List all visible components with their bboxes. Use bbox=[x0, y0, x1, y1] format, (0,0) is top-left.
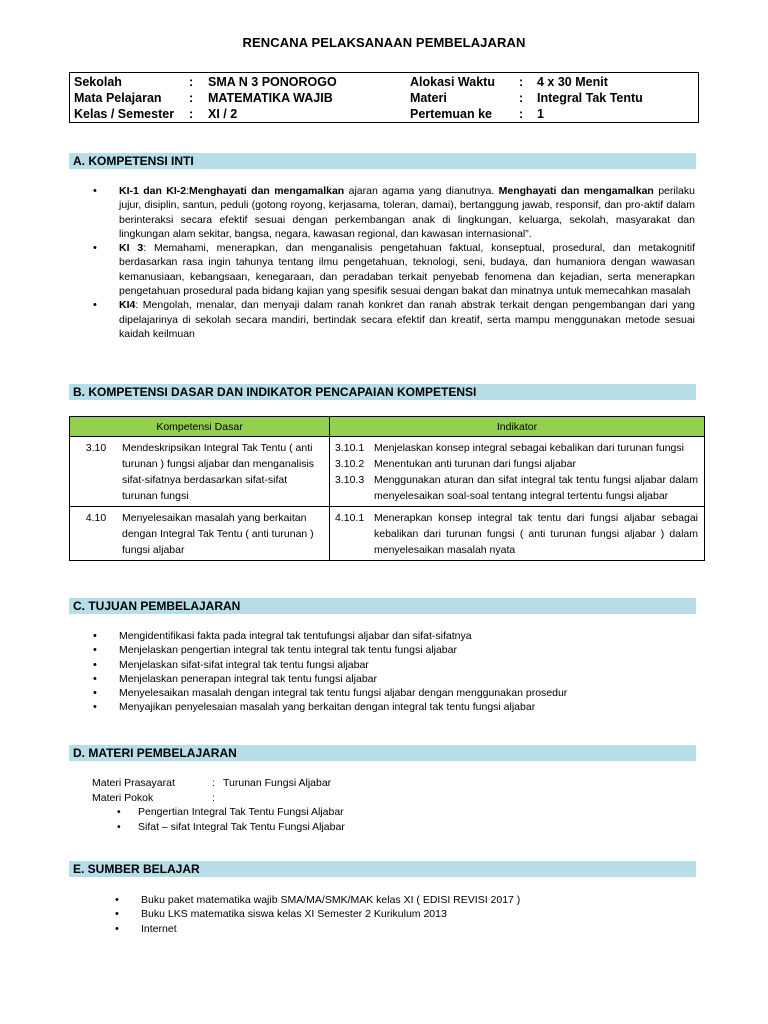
identity-value: MATEMATIKA WAJIB bbox=[208, 91, 333, 105]
identity-separator: : bbox=[519, 75, 524, 89]
section-heading-tujuan: C. TUJUAN PEMBELAJARAN bbox=[69, 598, 696, 614]
ki-text: ajaran agama yang dianutnya. bbox=[344, 185, 499, 197]
materi-prasyarat-row bbox=[92, 776, 695, 791]
section-heading-kompetensi-inti: A. KOMPETENSI INTI bbox=[69, 153, 696, 169]
sumber-belajar-list bbox=[114, 893, 694, 936]
tujuan-list bbox=[92, 629, 695, 715]
identity-label: Materi bbox=[410, 91, 447, 105]
indicator-cell bbox=[330, 507, 705, 561]
identity-label: Pertemuan ke bbox=[410, 107, 492, 121]
kd-number: 4.10 bbox=[85, 512, 107, 524]
materi-prasyarat-value: Turunan Fungsi Aljabar bbox=[223, 777, 332, 789]
identity-label: Mata Pelajaran bbox=[74, 91, 162, 105]
column-header-kompetensi-dasar: Kompetensi Dasar bbox=[70, 417, 330, 437]
materi-separator: : bbox=[212, 777, 215, 789]
list-item: • Mengidentifikasi fakta pada integral tak tentufungsi aljabar dan sifat-sifatnya bbox=[92, 629, 695, 643]
indicator-item bbox=[330, 440, 704, 456]
indicator-text: Menggunakan aturan dan sifat integral tak tentu fungsi aljabar dalam menyelesaikan soal-soal tentang integral tertentu fungsi aljabar bbox=[374, 474, 698, 502]
list-item: • Sifat – sifat Integral Tak Tentu Fungsi Aljabar bbox=[92, 820, 695, 835]
kd-text: Menyelesaikan masalah yang berkaitan dengan Integral Tak Tentu ( anti turunan ) fungsi aljabar bbox=[122, 512, 314, 556]
ki-text: : Mengolah, menalar, dan menyaji dalam ranah konkret dan ranah abstrak terkait dengan pengembangan dari yang dipelajarinya di sekolah secara mandiri, bertindak secara efektif dan kreatif, serta mampu menggunakan metode sesuai kaidah keilmuan bbox=[119, 299, 695, 340]
identity-value: Integral Tak Tentu bbox=[537, 91, 643, 105]
materi-separator: : bbox=[212, 791, 215, 804]
ki-label: KI 3 bbox=[119, 242, 144, 255]
ki-text: perilaku jujur, disiplin, santun, peduli (gotong royong, kerjasama, toleran, damai), bertanggung jawab, responsif, dan pro-aktif dalam berinteraksi secara efektif sesuai dengan perkembangan anak di lingkungan, keluarga, sekolah, masyarakat dan lingkungan alam sekitar, bangsa, negara, kawasan regional, dan kawasan internasional”. bbox=[119, 185, 695, 240]
ki-text: : bbox=[186, 185, 190, 197]
identity-separator: : bbox=[189, 107, 194, 121]
indicator-item bbox=[330, 472, 704, 504]
table-header-row bbox=[70, 417, 705, 437]
list-item: • Menyajikan penyelesaian masalah yang berkaitan dengan integral tak tentu fungsi aljabar bbox=[92, 700, 695, 714]
list-item: • Pengertian Integral Tak Tentu Fungsi Aljabar bbox=[92, 805, 695, 820]
identity-separator: : bbox=[519, 107, 524, 121]
identity-value: XI / 2 bbox=[208, 107, 238, 121]
section-heading-sumber-belajar: E. SUMBER BELAJAR bbox=[69, 861, 696, 877]
column-header-indikator: Indikator bbox=[330, 417, 705, 437]
list-item bbox=[92, 241, 695, 298]
indicator-number: 3.10.2 bbox=[335, 458, 365, 470]
list-item: • Internet bbox=[114, 922, 694, 936]
indicator-number: 4.10.1 bbox=[335, 512, 365, 524]
materi-block bbox=[92, 776, 695, 834]
list-item bbox=[92, 298, 695, 341]
list-item: • Menyelesaikan masalah dengan integral tak tentu fungsi aljabar dengan menggunakan prosedur bbox=[92, 686, 695, 700]
kd-text: Mendeskripsikan Integral Tak Tentu ( anti turunan ) fungsi aljabar dan menganalisis sifat-sifatnya berdasarkan sifat-sifat turunan fungsi bbox=[122, 442, 315, 502]
identity-row bbox=[70, 106, 698, 122]
identity-value: 4 x 30 Menit bbox=[537, 75, 608, 89]
identity-label: Alokasi Waktu bbox=[410, 75, 495, 89]
identity-row bbox=[70, 74, 698, 90]
document-title: RENCANA PELAKSANAAN PEMBELAJARAN bbox=[242, 35, 526, 50]
list-item: • Menjelaskan pengertian integral tak tentu integral tak tentu fungsi aljabar bbox=[92, 643, 695, 657]
indicator-item bbox=[330, 510, 704, 558]
ki-emphasis: Menghayati dan mengamalkan bbox=[498, 185, 654, 197]
materi-pokok-list bbox=[92, 805, 695, 834]
identity-value: 1 bbox=[537, 107, 544, 121]
identity-label: Sekolah bbox=[74, 75, 122, 89]
ki-label: KI4 bbox=[119, 299, 136, 312]
indicator-number: 3.10.3 bbox=[335, 474, 365, 486]
materi-pokok-row bbox=[92, 791, 695, 806]
identity-box bbox=[69, 72, 699, 123]
ki-text: : Memahami, menerapkan, dan menganalisis pengetahuan faktual, konseptual, prosedural, dan metakognitif berdasarkan rasa ingin tahunya tentang ilmu pengetahuan, teknologi, seni, budaya, dan humaniora dengan wawasan kemanusiaan, kebangsaan, kenegaraan, dan peradaban terkait penyebab fenomena dan kejadian, serta menerapkan pengetahuan prosedural pada bidang kajian yang spesifik sesuai dengan bakat dan minatnya untuk memecahkan masalah bbox=[119, 242, 695, 298]
kompetensi-inti-list bbox=[92, 184, 695, 341]
indicator-text: Menerapkan konsep integral tak tentu dari fungsi aljabar sebagai kebalikan dari turunan fungsi ( anti turunan fungsi aljabar ) dalam menyelesaikan masalah nyata bbox=[374, 512, 698, 556]
list-item: • Buku paket matematika wajib SMA/MA/SMK/MAK kelas XI ( EDISI REVISI 2017 ) bbox=[114, 893, 694, 907]
list-item bbox=[92, 184, 695, 241]
identity-label: Kelas / Semester bbox=[74, 107, 175, 121]
ki-emphasis: Menghayati dan mengamalkan bbox=[189, 185, 345, 197]
identity-separator: : bbox=[189, 91, 194, 105]
indicator-item bbox=[330, 456, 704, 472]
section-heading-kompetensi-dasar: B. KOMPETENSI DASAR DAN INDIKATOR PENCAPAIAN KOMPETENSI bbox=[69, 384, 696, 400]
indicator-number: 3.10.1 bbox=[335, 442, 365, 454]
list-item: • Menjelaskan sifat-sifat integral tak tentu fungsi aljabar bbox=[92, 658, 695, 672]
identity-row bbox=[70, 90, 698, 106]
kompetensi-dasar-table bbox=[69, 416, 705, 561]
table-row bbox=[70, 437, 705, 507]
indicator-text: Menentukan anti turunan dari fungsi aljabar bbox=[374, 458, 576, 470]
list-item: • Menjelaskan penerapan integral tak tentu fungsi aljabar bbox=[92, 672, 695, 686]
indicator-cell bbox=[330, 437, 705, 507]
ki-label: KI-1 dan KI-2 bbox=[119, 185, 187, 197]
kd-cell bbox=[70, 507, 330, 561]
list-item: • Buku LKS matematika siswa kelas XI Semester 2 Kurikulum 2013 bbox=[114, 907, 694, 921]
kd-cell bbox=[70, 437, 330, 507]
section-heading-materi: D. MATERI PEMBELAJARAN bbox=[69, 745, 696, 761]
table-row bbox=[70, 507, 705, 561]
kd-number: 3.10 bbox=[85, 442, 107, 454]
materi-prasyarat-label: Materi Prasayarat bbox=[92, 777, 175, 789]
materi-pokok-label: Materi Pokok bbox=[92, 791, 154, 804]
identity-separator: : bbox=[189, 75, 194, 89]
identity-separator: : bbox=[519, 91, 524, 105]
identity-value: SMA N 3 PONOROGO bbox=[208, 75, 337, 89]
indicator-text: Menjelaskan konsep integral sebagai kebalikan dari turunan fungsi bbox=[374, 442, 684, 454]
